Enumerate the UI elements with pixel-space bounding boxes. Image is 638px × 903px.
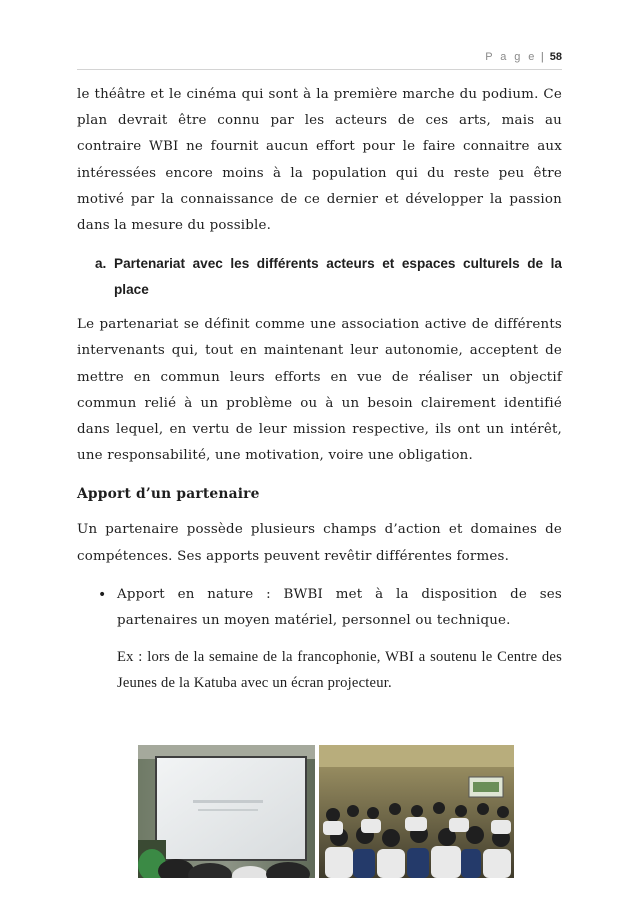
bullet-icon: • (98, 586, 107, 603)
section-label: a. (95, 256, 107, 272)
projector-screen-image (138, 745, 315, 878)
example-text: Ex : lors de la semaine de la francophonie, WBI a soutenu le Centre des Jeunes de la Katuba avec un écran projecteur. (117, 649, 562, 692)
audience-photo (319, 745, 514, 878)
section-heading (77, 251, 562, 303)
example-block (77, 644, 562, 696)
header-rule (77, 69, 562, 70)
bullet-text: Apport en nature : BWBI met à la disposition de ses partenaires un moyen matériel, personnel ou technique. (117, 586, 562, 629)
paragraph-partenariat: Le partenariat se définit comme une association active de différents intervenants qui, tout en maintenant leur autonomie, acceptent de mettre en commun leurs efforts en vue de réaliser un objectif commun relié à un problème ou à un besoin clairement identifié dans lequel, en vertu de leur mission respective, ils ont un intérêt, une responsabilité, une motivation, voire une obligation. (77, 317, 562, 464)
page-label: P a g e (485, 51, 537, 63)
bullet-item (77, 582, 562, 634)
section-title: Partenariat avec les différents acteurs et espaces culturels de la place (114, 256, 562, 298)
subheading-apport: Apport d’un partenaire (77, 486, 260, 503)
paragraph-intro: le théâtre et le cinéma qui sont à la première marche du podium. Ce plan devrait être connu par les acteurs de ces arts, mais au contraire WBI ne fournit aucun effort pour le faire connaitre aux intéressées encore moins à la population qui du reste peu être motivé par la connaissance de ce dernier et développer la passion dans la mesure du possible. (77, 87, 562, 234)
audience-image (319, 745, 514, 878)
page-number: 58 (549, 51, 562, 63)
page-body (77, 82, 562, 697)
page-header (485, 51, 562, 63)
paragraph-apports: Un partenaire possède plusieurs champs d’action et domaines de compétences. Ses apports peuvent revêtir différentes formes. (77, 522, 562, 564)
projector-screen-photo (138, 745, 315, 878)
photos-row (138, 745, 514, 878)
header-separator: | (540, 51, 544, 63)
